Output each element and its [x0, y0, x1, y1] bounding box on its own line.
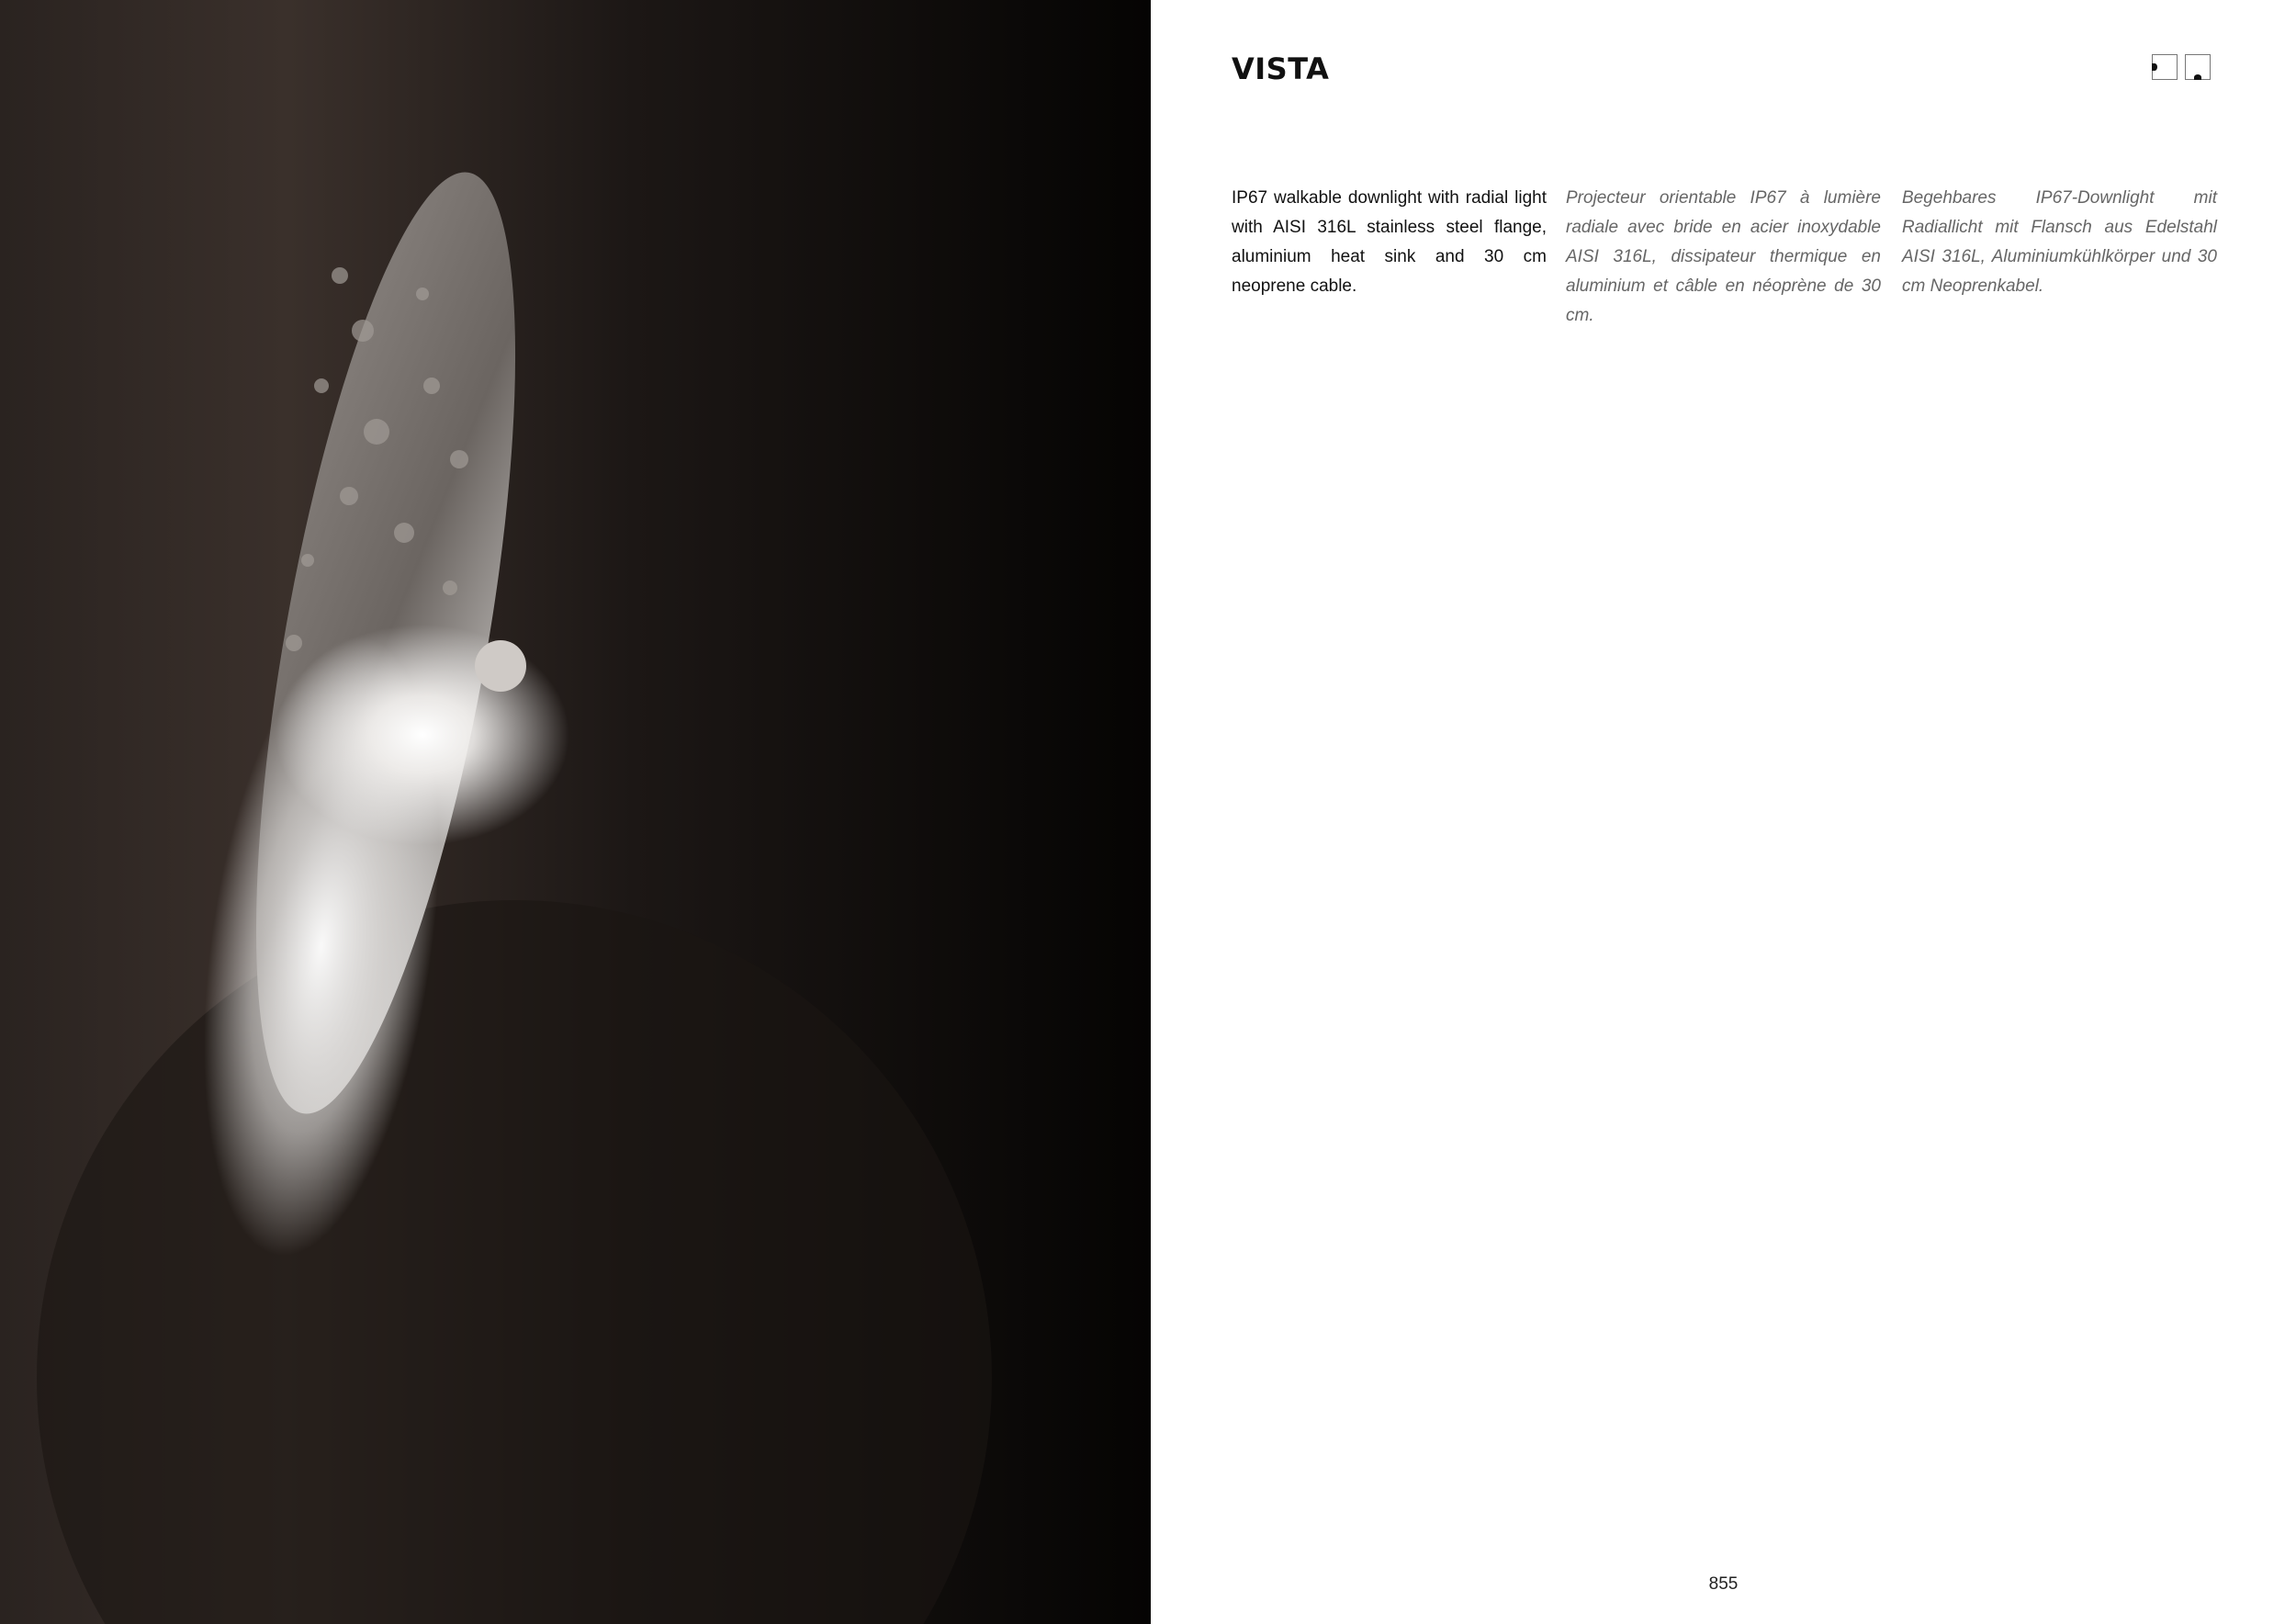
- description-german: Begehbares IP67-Downlight mit Radiallicht mit Flansch aus Edelstahl AISI 316L, Aluminiumkühlkörper und 30 cm Neoprenkabel.: [1902, 188, 2217, 296]
- floor-mount-icon: [2185, 54, 2211, 80]
- page-number: 855: [1708, 1574, 1739, 1594]
- product-title: VISTA: [1232, 51, 1330, 86]
- wall-mount-icon: [2152, 54, 2178, 80]
- description-english: IP67 walkable downlight with radial light with AISI 316L stainless steel flange, aluminium heat sink and 30 cm neoprene cable.: [1232, 188, 1547, 296]
- mount-type-icons: [2152, 54, 2211, 80]
- product-page: [1151, 0, 2296, 1624]
- description-french: Projecteur orientable IP67 à lumière radiale avec bride en acier inoxydable AISI 316L, dissipateur thermique en aluminium et câble en néoprène de 30 cm.: [1566, 188, 1881, 325]
